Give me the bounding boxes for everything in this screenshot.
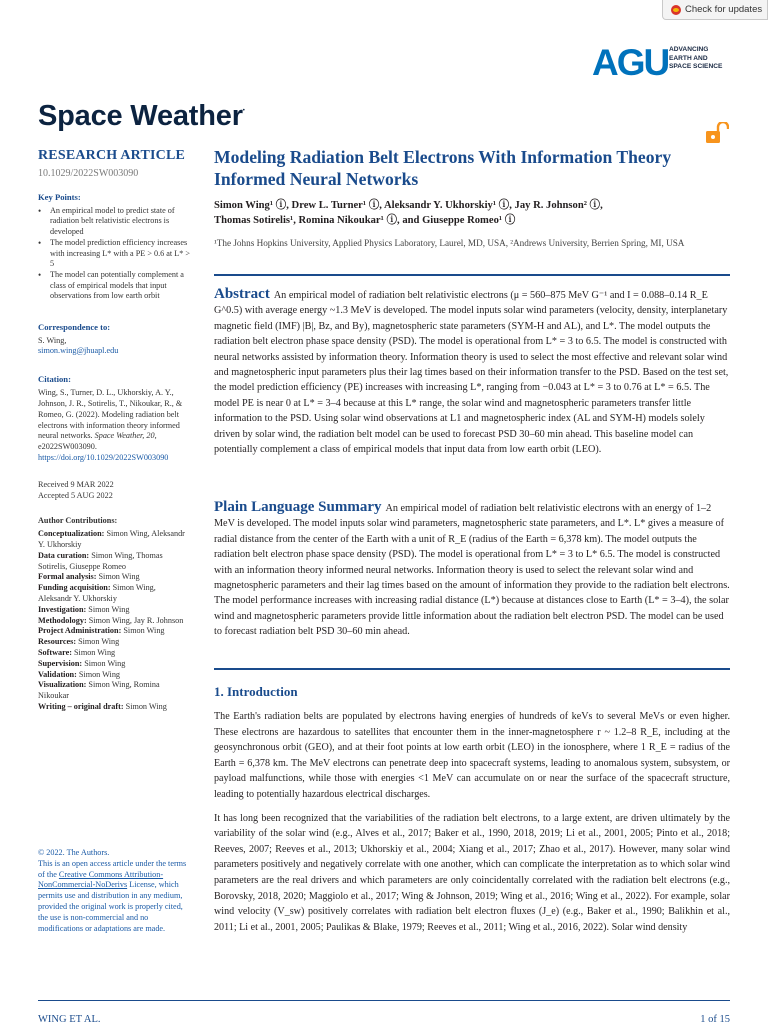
divider [214,274,730,276]
agu-tagline [669,46,722,72]
check-for-updates-button[interactable] [662,0,768,20]
citation [38,374,190,464]
key-point-item: • An empirical model to predict state of radiation belt relativistic electrons is developed [38,206,190,237]
key-points-heading: Key Points: [38,192,81,202]
contribution-item: Conceptualization: Simon Wing, Aleksandr Y. Ukhorskiy [38,529,185,550]
citation-heading: Citation: [38,374,71,385]
affiliations: ¹The Johns Hopkins University, Applied Physics Laboratory, Laurel, MD, USA, ²Andrews University, Berrien Spring, MI, USA [214,238,685,248]
journal-name: Space Weather [38,100,243,132]
page-number: 1 of 15 [700,1014,730,1024]
agu-tagline-3: SPACE SCIENCE [669,63,723,71]
citation-text [38,388,190,464]
footer-divider [38,1000,730,1001]
contribution-item: Visualization: Simon Wing, Romina Nikoukar [38,680,160,701]
introduction [214,684,730,935]
intro-heading: 1. Introduction [214,684,298,699]
open-access-lock-icon [705,122,729,144]
intro-paragraph-1: The Earth's radiation belts are populated by electrons having energies of hundreds of keVs to several MeVs or even higher. These electrons are hazardous to satellites that encounter them in the inner-magnetosphere r ~ 1.2–8 R_E, including at the geosynchronous orbit (GEO), and at their foot points at low earth orbit (LEO) in the ionosphere, where 1 R_E = radius of the Earth = 6,378 km. The MeV electrons can penetrate deep into spacecraft systems, leading to anomalous system, subsystem, or payload malfunctions, while those with energies <1 MeV can accumulate on or near the surface of the spacecraft structure, leading to potentially hazardous electrical discharges. [214,711,730,800]
contribution-item: Validation: Simon Wing [38,669,121,679]
contributions-heading: Author Contributions: [38,516,118,526]
contribution-item: Data curation: Simon Wing, Thomas Sotirelis, Giuseppe Romeo [38,550,163,571]
citation-doi-link[interactable]: https://doi.org/10.1029/2022SW003090 [38,453,169,463]
license-link[interactable]: Creative Commons Attribution-NonCommercial-NoDerivs [38,869,164,890]
correspondence-email[interactable]: simon.wing@jhuapl.edu [38,346,119,356]
correspondence-heading: Correspondence to: [38,321,111,332]
contribution-item: Software: Simon Wing [38,647,116,657]
correspondence [38,322,190,358]
crossmark-icon [671,5,681,15]
journal-title [38,100,245,133]
citation-journal: Space Weather, 20, [94,431,157,441]
plain-language-summary [214,500,730,640]
key-point-item: • The model prediction efficiency increases with increasing L* with a PE > 0.6 at L* > 5 [38,238,190,269]
copyright: © 2022. The Authors. [38,848,110,857]
accepted-date: Accepted 5 AUG 2022 [38,490,113,500]
sidebar [38,148,190,933]
key-points [38,192,190,302]
contribution-item: Resources: Simon Wing [38,637,120,647]
agu-tagline-1: ADVANCING [669,46,709,53]
contribution-item: Investigation: Simon Wing [38,604,130,614]
pls-heading: Plain Language Summary [214,499,382,515]
contribution-item: Project Administration: Simon Wing [38,626,165,636]
abstract-heading: Abstract [214,286,270,302]
running-head: WING ET AL. [38,1014,101,1024]
contribution-item: Methodology: Simon Wing, Jay R. Johnson [38,615,184,625]
article-title: Modeling Radiation Belt Electrons With Information Theory Informed Neural Networks [214,147,672,189]
contribution-item: Supervision: Simon Wing [38,658,126,668]
divider [214,668,730,670]
contribution-item: Funding acquisition: Simon Wing, Aleksandr Y. Ukhorskiy [38,583,156,603]
journal-mark: • [242,108,245,114]
license [38,848,190,934]
contribution-item: Formal analysis: Simon Wing [38,572,140,582]
correspondence-name: S. Wing, [38,335,67,345]
agu-letters: AGU [592,46,669,76]
authors-line-2: Thomas Sotirelis¹, Romina Nikoukar¹ ⓘ, and Giuseppe Romeo¹ ⓘ [214,215,516,226]
dates [38,480,190,502]
authors-line-1: Simon Wing¹ ⓘ, Drew L. Turner¹ ⓘ, Aleksandr Y. Ukhorskiy¹ ⓘ, Jay R. Johnson² ⓘ, [214,200,603,211]
author-contributions [38,516,190,712]
key-point-item: • The model can potentially complement a class of empirical models that input observations from low earth orbit [38,270,190,301]
pls-text: An empirical model of radiation belt relativistic electrons with an energy of 1–2 MeV is developed. The model inputs solar wind parameters, magnetospheric state parameters, and L*. L* gives a measure of radial distance from the center of the Earth with a unit of R_E (radius of the Earth = 6,378 km). The model outputs the radiation belt electron phase space density (PSD). The model is operational from L* = 3 to L* 6.5. The model is constructed with an information theory informed neural networks. Information theory is used to select the relevant solar wind and magnetospheric parameters and their lag times based on the amount of information they provide to the radiation belt electrons. The model performance increases with increasing radial distance (L*) because at distances close to Earth (L* = 3–4), the solar wind and magnetospheric parameters provide little information about the radiation belt electron PSD. The model can be used to forecast radiation belt PSD 30–60 min ahead. [214,503,730,638]
author-list [214,198,730,228]
check-for-updates-label: Check for updates [685,4,763,15]
article-type: RESEARCH ARTICLE [38,148,186,163]
contribution-item: Writing – original draft: Simon Wing [38,701,167,711]
citation-article-number: e2022SW003090. [38,442,97,452]
received-date: Received 9 MAR 2022 [38,479,114,489]
abstract [214,287,730,457]
agu-tagline-2: EARTH AND [669,54,708,62]
intro-paragraph-2: It has long been recognized that the variabilities of the radiation belt electrons, to a large extent, are driven ultimately by the variability of the solar wind (e.g., Alves et al., 2017; Baker et al., 1990, 2018, 2019; Li et al., 2001, 2005; Pinto et al., 2018; Reeves, 2007; Reeves et al., 2013; Ukhorskiy et al., 2004; Xiang et al., 2017; Zhao et al., 2017). However, many solar wind parameters positively and negatively correlate with one another, which can complicate the interpretation as to which solar wind parameters are the real drivers and which parameters are only coincidentally correlated with the radiation belt electrons (e.g., Borovsky, 2018, 2020; Maggiolo et al., 2017; Wing & Johnson, 2019; Wing et al., 2016; Wing et al., 2022). For example, solar wind velocity (V_sw) positively correlates with radiation belt electron fluxes (J_e) (e.g., Baker et al., 1990; Balikhin et al., 2011; Li et al., 2001, 2005; Paulikas & Blake, 1979; Reeves et al., 2011; Wing et al., 2016, 2022). Solar wind density [214,812,730,933]
license-text: This is an open access article under the terms of the Creative Commons Attribution-NonCommercial-NoDerivs License, which permits use and distribution in any medium, provided the original work is properly cited, the use is non-commercial and no modifications or adaptations are made. [38,858,187,933]
abstract-text: An empirical model of radiation belt relativistic electrons (μ = 560–875 MeV G⁻¹ and I = 0.088–0.14 R_E G^0.5) with average energy ~1.3 MeV is developed. The model inputs solar wind parameters (velocity, density, interplanetary magnetic field (IMF) |B|, Bz, and By), magnetospheric state parameters (SYM-H and AL), and L*. The model outputs the radiation belt electron phase space density (PSD). The model is operational from L* = 3 to 6.5. The model is constructed with neural networks assisted by information theory. Information theory is used to select the most effective and relevant solar wind and magnetospheric input parameters plus their lag times based on their information transfer to the PSD. Based on the test set, the model prediction efficiency (PE) increases with increasing L*, ranging from −0.043 at L* = 3 to 0.76 at L* = 6.5. The model PE is near 0 at L* = 3–4 because at this L* range, the solar wind and magnetospheric parameters transfer little information to the PSD. Using solar wind observations at L1 and magnetospheric index (AL and SYM-H) models solely driven by solar wind, the radiation belt model can be used to forecast PSD 30–60 min ahead. This baseline model can potentially complement a class of empirical models that input data from low earth orbit (LEO). [214,290,729,456]
citation-body: Wing, S., Turner, D. L., Ukhorskiy, A. Y., Johnson, J. R., Sotirelis, T., Nikoukar, R., & Romeo, G. (2022). Modeling radiation belt electrons with information theory informed neural networks. [38,388,183,441]
article-doi: 10.1029/2022SW003090 [38,168,139,179]
